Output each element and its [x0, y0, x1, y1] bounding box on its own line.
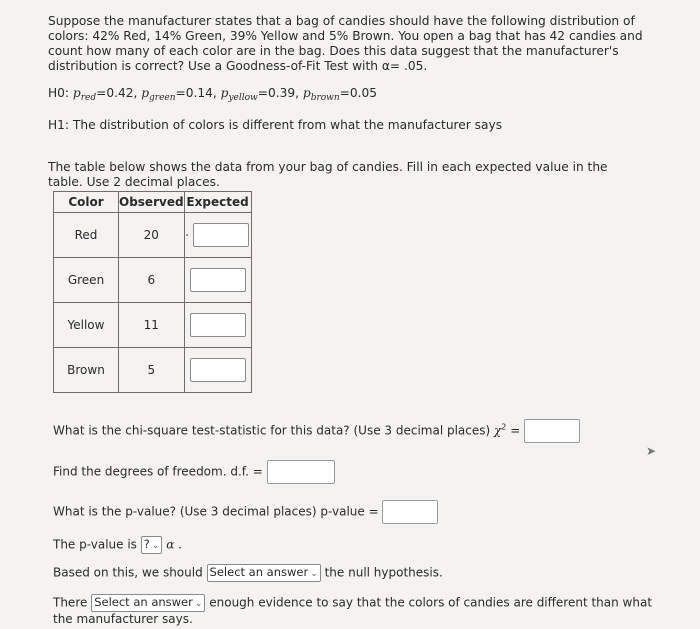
null-hypothesis: H0: $p_{red}=0.42$, $p_{green}=0.14$, $p_{yellow}=0.39$, $p_{brown}=0.05$ — [48, 86, 378, 103]
alternative-hypothesis: H1: The distribution of colors is different from what the manufacturer says — [48, 118, 503, 132]
chi-square-question: What is the chi-square test-statistic for this data? (Use 3 decimal places) $\chi^2$ = — [53, 419, 580, 443]
decision-select[interactable]: Select an answer ⌄ — [207, 564, 321, 582]
color-cell: Green — [54, 258, 119, 303]
expected-green-input[interactable] — [190, 268, 246, 292]
table-row — [54, 303, 252, 348]
expected-red-input[interactable] — [193, 223, 249, 247]
chevron-down-icon: ⌄ — [194, 599, 203, 609]
chi-square-input[interactable] — [524, 419, 580, 443]
conclusion-statement: There Select an answer ⌄ enough evidence to say that the colors of candies are different than what the manufacturer says. — [53, 595, 653, 626]
problem-statement: Suppose the manufacturer states that a bag of candies should have the following distribution of colors: 42% Red, 14% Green, 39% Yellow and 5% Brown. You open a bag that has 42 candies and count how many of each color are in the bag. Does this data suggest that the manufacturer's distribution is correct? Use a Goodness-of-Fit Test with α= .05. — [48, 14, 643, 73]
observed-cell: 6 — [119, 258, 185, 303]
expected-yellow-input[interactable] — [190, 313, 246, 337]
expected-cell — [184, 258, 251, 303]
expected-cell — [184, 213, 251, 258]
table-instructions: The table below shows the data from your bag of candies. Fill in each expected value in the table. Use 2 decimal places. — [48, 160, 608, 189]
frequency-table — [53, 191, 252, 393]
observed-cell: 11 — [119, 303, 185, 348]
degrees-of-freedom-question: Find the degrees of freedom. d.f. = — [53, 460, 335, 484]
observed-cell: 20 — [119, 213, 185, 258]
table-row — [54, 348, 252, 393]
chevron-down-icon: ⌄ — [151, 541, 160, 551]
expected-cell — [184, 303, 251, 348]
expected-cell — [184, 348, 251, 393]
color-cell: Brown — [54, 348, 119, 393]
hypothesis-decision: Based on this, we should Select an answer ⌄ the null hypothesis. — [53, 564, 443, 582]
header-color: Color — [54, 192, 119, 213]
comparison-select[interactable]: ? ⌄ — [141, 536, 163, 554]
color-cell: Red — [54, 213, 119, 258]
expected-brown-input[interactable] — [190, 358, 246, 382]
color-cell: Yellow — [54, 303, 119, 348]
p-value-question: What is the p-value? (Use 3 decimal places) p-value = — [53, 500, 438, 524]
table-row — [54, 213, 252, 258]
table-header-row — [54, 192, 252, 213]
p-value-comparison: The p-value is ? ⌄ α . — [53, 536, 182, 554]
cursor-icon: ➤ — [646, 444, 657, 458]
conclusion-select[interactable]: Select an answer ⌄ — [91, 594, 205, 612]
header-expected: Expected — [184, 192, 251, 213]
header-observed: Observed — [119, 192, 185, 213]
df-input[interactable] — [267, 460, 335, 484]
chi-symbol: χ — [494, 423, 502, 438]
chevron-down-icon: ⌄ — [310, 569, 318, 579]
table-row — [54, 258, 252, 303]
observed-cell: 5 — [119, 348, 185, 393]
p-value-input[interactable] — [382, 500, 438, 524]
